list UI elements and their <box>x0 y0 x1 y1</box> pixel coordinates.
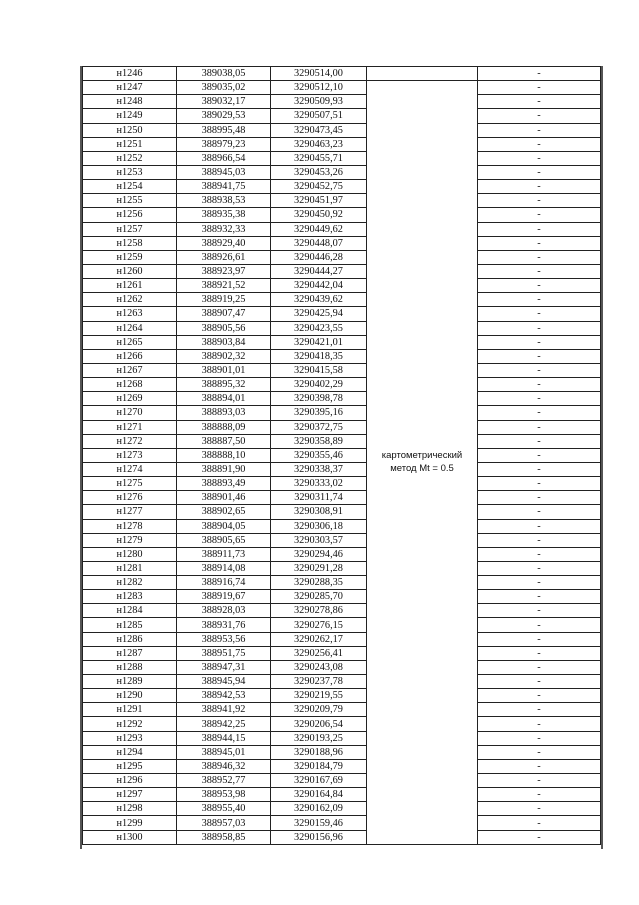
table-row <box>83 222 601 236</box>
table-row <box>83 95 601 109</box>
y-coordinate-cell: 3290338,37 <box>271 462 367 476</box>
note-cell: - <box>478 830 601 844</box>
table-row <box>83 759 601 773</box>
table-row <box>83 363 601 377</box>
table-row <box>83 448 601 462</box>
x-coordinate-cell: 388888,09 <box>177 420 271 434</box>
point-id-cell: н1279 <box>83 533 177 547</box>
x-coordinate-cell: 388945,94 <box>177 675 271 689</box>
y-coordinate-cell: 3290418,35 <box>271 349 367 363</box>
note-cell: - <box>478 264 601 278</box>
y-coordinate-cell: 3290311,74 <box>271 491 367 505</box>
point-id-cell: н1260 <box>83 264 177 278</box>
table-row <box>83 392 601 406</box>
point-id-cell: н1294 <box>83 745 177 759</box>
table-row <box>83 745 601 759</box>
x-coordinate-cell: 389035,02 <box>177 81 271 95</box>
x-coordinate-cell: 388958,85 <box>177 830 271 844</box>
x-coordinate-cell: 388888,10 <box>177 448 271 462</box>
point-id-cell: н1248 <box>83 95 177 109</box>
point-id-cell: н1283 <box>83 590 177 604</box>
note-cell: - <box>478 137 601 151</box>
y-coordinate-cell: 3290402,29 <box>271 378 367 392</box>
note-cell: - <box>478 561 601 575</box>
point-id-cell: н1256 <box>83 208 177 222</box>
y-coordinate-cell: 3290237,78 <box>271 675 367 689</box>
table-row <box>83 81 601 95</box>
x-coordinate-cell: 388893,49 <box>177 477 271 491</box>
y-coordinate-cell: 3290308,91 <box>271 505 367 519</box>
note-cell: - <box>478 576 601 590</box>
y-coordinate-cell: 3290415,58 <box>271 363 367 377</box>
y-coordinate-cell: 3290278,86 <box>271 604 367 618</box>
y-coordinate-cell: 3290423,55 <box>271 321 367 335</box>
y-coordinate-cell: 3290167,69 <box>271 774 367 788</box>
point-id-cell: н1295 <box>83 759 177 773</box>
note-cell: - <box>478 293 601 307</box>
x-coordinate-cell: 389032,17 <box>177 95 271 109</box>
table-row <box>83 420 601 434</box>
right-page-edge <box>601 66 603 849</box>
point-id-cell: н1276 <box>83 491 177 505</box>
table-row <box>83 165 601 179</box>
note-cell: - <box>478 307 601 321</box>
note-cell: - <box>478 250 601 264</box>
x-coordinate-cell: 388928,03 <box>177 604 271 618</box>
y-coordinate-cell: 3290398,78 <box>271 392 367 406</box>
x-coordinate-cell: 388895,32 <box>177 378 271 392</box>
x-coordinate-cell: 388887,50 <box>177 434 271 448</box>
y-coordinate-cell: 3290184,79 <box>271 759 367 773</box>
point-id-cell: н1291 <box>83 703 177 717</box>
note-cell: - <box>478 109 601 123</box>
point-id-cell: н1275 <box>83 477 177 491</box>
x-coordinate-cell: 388921,52 <box>177 279 271 293</box>
y-coordinate-cell: 3290442,04 <box>271 279 367 293</box>
table-row <box>83 675 601 689</box>
y-coordinate-cell: 3290473,45 <box>271 123 367 137</box>
x-coordinate-cell: 388916,74 <box>177 576 271 590</box>
point-id-cell: н1282 <box>83 576 177 590</box>
x-coordinate-cell: 388966,54 <box>177 151 271 165</box>
x-coordinate-cell: 388932,33 <box>177 222 271 236</box>
x-coordinate-cell: 388941,75 <box>177 180 271 194</box>
note-cell: - <box>478 434 601 448</box>
x-coordinate-cell: 388905,56 <box>177 321 271 335</box>
method-cell-top <box>367 67 478 81</box>
note-cell: - <box>478 236 601 250</box>
table-row <box>83 689 601 703</box>
note-cell: - <box>478 95 601 109</box>
point-id-cell: н1297 <box>83 788 177 802</box>
x-coordinate-cell: 388923,97 <box>177 264 271 278</box>
point-id-cell: н1266 <box>83 349 177 363</box>
y-coordinate-cell: 3290449,62 <box>271 222 367 236</box>
x-coordinate-cell: 388946,32 <box>177 759 271 773</box>
point-id-cell: н1300 <box>83 830 177 844</box>
x-coordinate-cell: 388893,03 <box>177 406 271 420</box>
x-coordinate-cell: 388955,40 <box>177 802 271 816</box>
x-coordinate-cell: 388904,05 <box>177 519 271 533</box>
note-cell: - <box>478 618 601 632</box>
coordinates-table <box>82 66 601 845</box>
table-row <box>83 194 601 208</box>
table-row <box>83 505 601 519</box>
y-coordinate-cell: 3290162,09 <box>271 802 367 816</box>
note-cell: - <box>478 363 601 377</box>
point-id-cell: н1246 <box>83 67 177 81</box>
note-cell: - <box>478 378 601 392</box>
note-cell: - <box>478 731 601 745</box>
coordinates-sheet <box>82 66 600 845</box>
y-coordinate-cell: 3290355,46 <box>271 448 367 462</box>
table-row <box>83 151 601 165</box>
note-cell: - <box>478 81 601 95</box>
x-coordinate-cell: 388947,31 <box>177 660 271 674</box>
note-cell: - <box>478 816 601 830</box>
table-row <box>83 335 601 349</box>
y-coordinate-cell: 3290463,23 <box>271 137 367 151</box>
note-cell: - <box>478 590 601 604</box>
y-coordinate-cell: 3290421,01 <box>271 335 367 349</box>
table-row <box>83 561 601 575</box>
point-id-cell: н1292 <box>83 717 177 731</box>
y-coordinate-cell: 3290333,02 <box>271 477 367 491</box>
y-coordinate-cell: 3290425,94 <box>271 307 367 321</box>
table-row <box>83 67 601 81</box>
x-coordinate-cell: 388945,01 <box>177 745 271 759</box>
note-cell: - <box>478 321 601 335</box>
point-id-cell: н1281 <box>83 561 177 575</box>
table-row <box>83 519 601 533</box>
y-coordinate-cell: 3290509,93 <box>271 95 367 109</box>
point-id-cell: н1269 <box>83 392 177 406</box>
table-row <box>83 279 601 293</box>
table-row <box>83 307 601 321</box>
point-id-cell: н1250 <box>83 123 177 137</box>
y-coordinate-cell: 3290372,75 <box>271 420 367 434</box>
note-cell: - <box>478 208 601 222</box>
point-id-cell: н1257 <box>83 222 177 236</box>
note-cell: - <box>478 632 601 646</box>
x-coordinate-cell: 388953,98 <box>177 788 271 802</box>
note-cell: - <box>478 406 601 420</box>
x-coordinate-cell: 388926,61 <box>177 250 271 264</box>
note-cell: - <box>478 774 601 788</box>
table-row <box>83 731 601 745</box>
point-id-cell: н1249 <box>83 109 177 123</box>
note-cell: - <box>478 604 601 618</box>
x-coordinate-cell: 388902,65 <box>177 505 271 519</box>
note-cell: - <box>478 745 601 759</box>
point-id-cell: н1287 <box>83 646 177 660</box>
note-cell: - <box>478 335 601 349</box>
y-coordinate-cell: 3290285,70 <box>271 590 367 604</box>
table-row <box>83 491 601 505</box>
point-id-cell: н1278 <box>83 519 177 533</box>
table-row <box>83 717 601 731</box>
x-coordinate-cell: 388953,56 <box>177 632 271 646</box>
point-id-cell: н1296 <box>83 774 177 788</box>
y-coordinate-cell: 3290156,96 <box>271 830 367 844</box>
y-coordinate-cell: 3290507,51 <box>271 109 367 123</box>
y-coordinate-cell: 3290164,84 <box>271 788 367 802</box>
y-coordinate-cell: 3290288,35 <box>271 576 367 590</box>
y-coordinate-cell: 3290159,46 <box>271 816 367 830</box>
note-cell: - <box>478 392 601 406</box>
x-coordinate-cell: 388891,90 <box>177 462 271 476</box>
x-coordinate-cell: 388944,15 <box>177 731 271 745</box>
note-cell: - <box>478 547 601 561</box>
note-cell: - <box>478 279 601 293</box>
table-row <box>83 788 601 802</box>
y-coordinate-cell: 3290395,16 <box>271 406 367 420</box>
y-coordinate-cell: 3290450,92 <box>271 208 367 222</box>
point-id-cell: н1263 <box>83 307 177 321</box>
y-coordinate-cell: 3290306,18 <box>271 519 367 533</box>
x-coordinate-cell: 388951,75 <box>177 646 271 660</box>
x-coordinate-cell: 388931,76 <box>177 618 271 632</box>
x-coordinate-cell: 388914,08 <box>177 561 271 575</box>
x-coordinate-cell: 388905,65 <box>177 533 271 547</box>
point-id-cell: н1280 <box>83 547 177 561</box>
point-id-cell: н1258 <box>83 236 177 250</box>
y-coordinate-cell: 3290209,79 <box>271 703 367 717</box>
table-row <box>83 462 601 476</box>
y-coordinate-cell: 3290243,08 <box>271 660 367 674</box>
note-cell: - <box>478 533 601 547</box>
point-id-cell: н1290 <box>83 689 177 703</box>
x-coordinate-cell: 388902,32 <box>177 349 271 363</box>
note-cell: - <box>478 505 601 519</box>
point-id-cell: н1265 <box>83 335 177 349</box>
y-coordinate-cell: 3290446,28 <box>271 250 367 264</box>
x-coordinate-cell: 388952,77 <box>177 774 271 788</box>
y-coordinate-cell: 3290193,25 <box>271 731 367 745</box>
note-cell: - <box>478 660 601 674</box>
x-coordinate-cell: 388929,40 <box>177 236 271 250</box>
point-id-cell: н1270 <box>83 406 177 420</box>
table-row <box>83 774 601 788</box>
table-row <box>83 646 601 660</box>
point-id-cell: н1267 <box>83 363 177 377</box>
y-coordinate-cell: 3290514,00 <box>271 67 367 81</box>
point-id-cell: н1274 <box>83 462 177 476</box>
table-row <box>83 378 601 392</box>
x-coordinate-cell: 388911,73 <box>177 547 271 561</box>
point-id-cell: н1272 <box>83 434 177 448</box>
point-id-cell: н1286 <box>83 632 177 646</box>
note-cell: - <box>478 675 601 689</box>
x-coordinate-cell: 388919,67 <box>177 590 271 604</box>
x-coordinate-cell: 388945,03 <box>177 165 271 179</box>
table-row <box>83 816 601 830</box>
y-coordinate-cell: 3290303,57 <box>271 533 367 547</box>
point-id-cell: н1271 <box>83 420 177 434</box>
y-coordinate-cell: 3290455,71 <box>271 151 367 165</box>
table-row <box>83 533 601 547</box>
y-coordinate-cell: 3290262,17 <box>271 632 367 646</box>
x-coordinate-cell: 388938,53 <box>177 194 271 208</box>
y-coordinate-cell: 3290358,89 <box>271 434 367 448</box>
table-row <box>83 250 601 264</box>
note-cell: - <box>478 165 601 179</box>
point-id-cell: н1247 <box>83 81 177 95</box>
table-row <box>83 264 601 278</box>
note-cell: - <box>478 646 601 660</box>
table-row <box>83 632 601 646</box>
point-id-cell: н1277 <box>83 505 177 519</box>
x-coordinate-cell: 388907,47 <box>177 307 271 321</box>
x-coordinate-cell: 388903,84 <box>177 335 271 349</box>
table-row <box>83 703 601 717</box>
note-cell: - <box>478 194 601 208</box>
table-row <box>83 208 601 222</box>
x-coordinate-cell: 388957,03 <box>177 816 271 830</box>
point-id-cell: н1252 <box>83 151 177 165</box>
y-coordinate-cell: 3290294,46 <box>271 547 367 561</box>
note-cell: - <box>478 222 601 236</box>
table-row <box>83 293 601 307</box>
point-id-cell: н1285 <box>83 618 177 632</box>
y-coordinate-cell: 3290276,15 <box>271 618 367 632</box>
table-row <box>83 604 601 618</box>
point-id-cell: н1293 <box>83 731 177 745</box>
coordinates-table-body <box>83 67 601 845</box>
x-coordinate-cell: 388901,01 <box>177 363 271 377</box>
table-row <box>83 109 601 123</box>
y-coordinate-cell: 3290439,62 <box>271 293 367 307</box>
note-cell: - <box>478 462 601 476</box>
note-cell: - <box>478 703 601 717</box>
note-cell: - <box>478 477 601 491</box>
note-cell: - <box>478 123 601 137</box>
table-row <box>83 547 601 561</box>
point-id-cell: н1289 <box>83 675 177 689</box>
table-row <box>83 660 601 674</box>
table-row <box>83 406 601 420</box>
point-id-cell: н1284 <box>83 604 177 618</box>
note-cell: - <box>478 802 601 816</box>
point-id-cell: н1251 <box>83 137 177 151</box>
point-id-cell: н1273 <box>83 448 177 462</box>
note-cell: - <box>478 420 601 434</box>
point-id-cell: н1259 <box>83 250 177 264</box>
note-cell: - <box>478 448 601 462</box>
table-row <box>83 137 601 151</box>
point-id-cell: н1288 <box>83 660 177 674</box>
table-row <box>83 434 601 448</box>
table-row <box>83 123 601 137</box>
y-coordinate-cell: 3290219,55 <box>271 689 367 703</box>
note-cell: - <box>478 151 601 165</box>
table-row <box>83 830 601 844</box>
note-cell: - <box>478 759 601 773</box>
point-id-cell: н1298 <box>83 802 177 816</box>
note-cell: - <box>478 180 601 194</box>
point-id-cell: н1264 <box>83 321 177 335</box>
point-id-cell: н1253 <box>83 165 177 179</box>
x-coordinate-cell: 388942,53 <box>177 689 271 703</box>
note-cell: - <box>478 349 601 363</box>
x-coordinate-cell: 389038,05 <box>177 67 271 81</box>
y-coordinate-cell: 3290291,28 <box>271 561 367 575</box>
x-coordinate-cell: 388919,25 <box>177 293 271 307</box>
x-coordinate-cell: 388935,38 <box>177 208 271 222</box>
y-coordinate-cell: 3290453,26 <box>271 165 367 179</box>
y-coordinate-cell: 3290206,54 <box>271 717 367 731</box>
table-row <box>83 321 601 335</box>
x-coordinate-cell: 388941,92 <box>177 703 271 717</box>
y-coordinate-cell: 3290188,96 <box>271 745 367 759</box>
y-coordinate-cell: 3290256,41 <box>271 646 367 660</box>
point-id-cell: н1254 <box>83 180 177 194</box>
table-row <box>83 618 601 632</box>
table-row <box>83 236 601 250</box>
table-row <box>83 180 601 194</box>
table-row <box>83 802 601 816</box>
x-coordinate-cell: 389029,53 <box>177 109 271 123</box>
table-row <box>83 477 601 491</box>
y-coordinate-cell: 3290512,10 <box>271 81 367 95</box>
y-coordinate-cell: 3290444,27 <box>271 264 367 278</box>
point-id-cell: н1268 <box>83 378 177 392</box>
note-cell: - <box>478 491 601 505</box>
y-coordinate-cell: 3290448,07 <box>271 236 367 250</box>
note-cell: - <box>478 689 601 703</box>
point-id-cell: н1262 <box>83 293 177 307</box>
note-cell: - <box>478 67 601 81</box>
note-cell: - <box>478 519 601 533</box>
point-id-cell: н1255 <box>83 194 177 208</box>
y-coordinate-cell: 3290451,97 <box>271 194 367 208</box>
table-row <box>83 590 601 604</box>
x-coordinate-cell: 388979,23 <box>177 137 271 151</box>
measurement-method-cell: картометрический метод Mt = 0.5 <box>367 81 478 845</box>
y-coordinate-cell: 3290452,75 <box>271 180 367 194</box>
table-row <box>83 576 601 590</box>
x-coordinate-cell: 388894,01 <box>177 392 271 406</box>
point-id-cell: н1299 <box>83 816 177 830</box>
x-coordinate-cell: 388901,46 <box>177 491 271 505</box>
x-coordinate-cell: 388942,25 <box>177 717 271 731</box>
note-cell: - <box>478 717 601 731</box>
note-cell: - <box>478 788 601 802</box>
point-id-cell: н1261 <box>83 279 177 293</box>
x-coordinate-cell: 388995,48 <box>177 123 271 137</box>
table-row <box>83 349 601 363</box>
